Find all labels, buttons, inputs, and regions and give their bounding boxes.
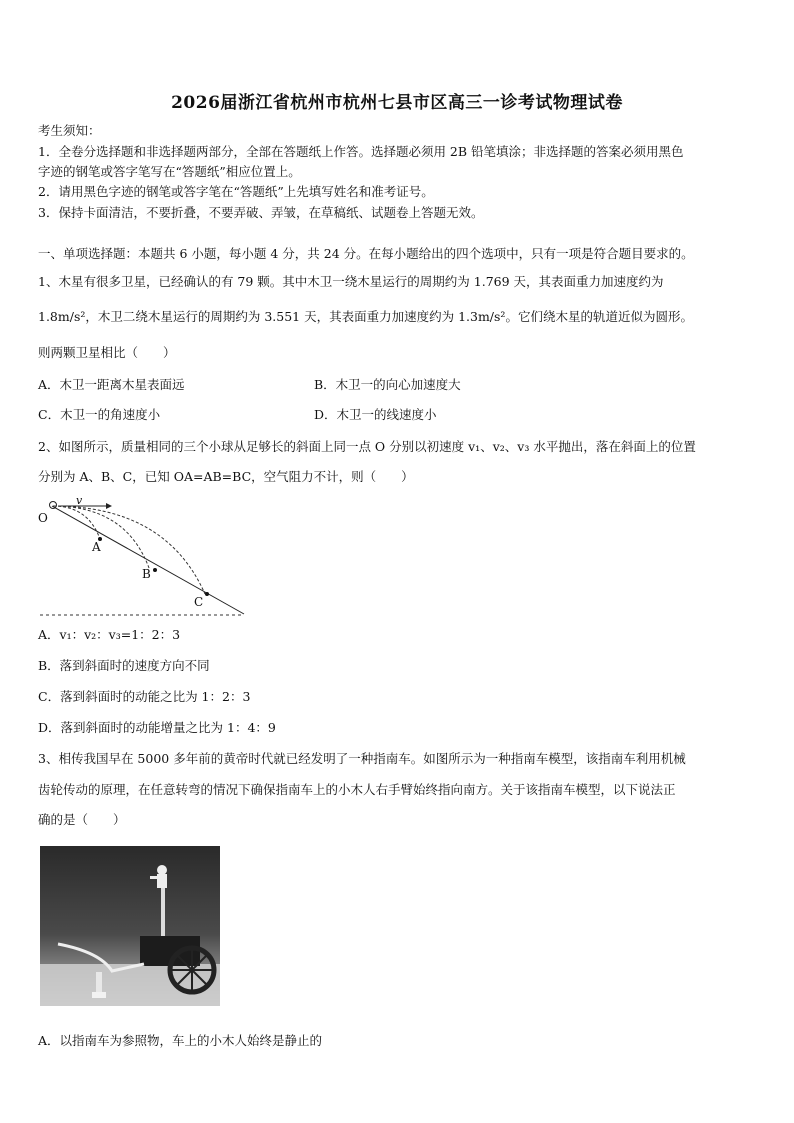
point-b-dot [153, 568, 157, 572]
label-c: C [194, 595, 204, 609]
q2-stem-line2: 分别为 A、B、C，已知 OA=AB=BC，空气阻力不计，则（ ） [38, 469, 414, 484]
label-o: O [38, 511, 48, 525]
velocity-arrowhead [106, 503, 112, 509]
notice-item-1-cont: 字迹的钢笔或答字笔写在“答题纸”相应位置上。 [38, 164, 301, 179]
q1-option-c: C．木卫一的角速度小 [38, 407, 161, 422]
q1-option-a: A．木卫一距离木星表面远 [38, 377, 185, 392]
q2-option-a: A．v₁：v₂：v₃=1：2：3 [38, 627, 181, 642]
q3-stem-line2: 齿轮传动的原理，在任意转弯的情况下确保指南车上的小木人右手臂始终指向南方。关于该指南车模型，以下说法正 [38, 782, 676, 797]
label-v: v [76, 494, 83, 507]
incline-line [52, 506, 244, 614]
q1-stem-line1: 1、木星有很多卫星，已经确认的有 79 颗。其中木卫一绕木星运行的周期约为 1.769 天，其表面重力加速度约为 [38, 274, 664, 289]
label-b: B [142, 567, 151, 581]
notice-item-2: 2．请用黑色字迹的钢笔或答字笔在“答题纸”上先填写姓名和准考证号。 [38, 184, 434, 199]
q3-stem-line3: 确的是（ ） [38, 812, 126, 827]
q2-stem-line1: 2、如图所示，质量相同的三个小球从足够长的斜面上同一点 O 分别以初速度 v₁、v₂、v₃ 水平抛出，落在斜面上的位置 [38, 439, 696, 454]
point-c-dot [205, 592, 209, 596]
notice-item-1: 1．全卷分选择题和非选择题两部分，全部在答题纸上作答。选择题必须用 2B 铅笔填涂；非选择题的答案必须用黑色 [38, 144, 684, 159]
q1-option-d: D．木卫一的线速度小 [314, 407, 437, 422]
q3-stem-line1: 3、相传我国早在 5000 多年前的黄帝时代就已经发明了一种指南车。如图所示为一种指南车模型，该指南车利用机械 [38, 751, 686, 766]
q2-option-b: B．落到斜面时的速度方向不同 [38, 658, 210, 673]
q3-option-a: A．以指南车为参照物，车上的小木人始终是静止的 [38, 1033, 323, 1048]
projectile-incline-figure [36, 492, 252, 622]
q2-option-c: C．落到斜面时的动能之比为 1：2：3 [38, 689, 251, 704]
ball-circle [50, 502, 57, 509]
notice-heading: 考生须知： [38, 123, 101, 138]
notice-item-3: 3．保持卡面清洁，不要折叠，不要弄破、弄皱，在草稿纸、试题卷上答题无效。 [38, 205, 484, 220]
q1-stem-line3: 则两颗卫星相比（ ） [38, 345, 176, 360]
section-heading: 一、单项选择题：本题共 6 小题，每小题 4 分，共 24 分。在每小题给出的四个选项中，只有一项是符合题目要求的。 [38, 246, 694, 261]
page-title: 2026届浙江省杭州市杭州七县市区高三一诊考试物理试卷 [171, 93, 623, 113]
trajectory-b [53, 506, 149, 568]
q1-stem-line2: 1.8m/s²，木卫二绕木星运行的周期约为 3.551 天，其表面重力加速度约为 1.3m/s²。它们绕木星的轨道近似为圆形。 [38, 309, 693, 324]
south-pointing-chariot-photo [40, 846, 220, 1006]
label-a: A [92, 540, 101, 554]
q2-option-d: D．落到斜面时的动能增量之比为 1：4：9 [38, 720, 276, 735]
q1-option-b: B．木卫一的向心加速度大 [314, 377, 461, 392]
